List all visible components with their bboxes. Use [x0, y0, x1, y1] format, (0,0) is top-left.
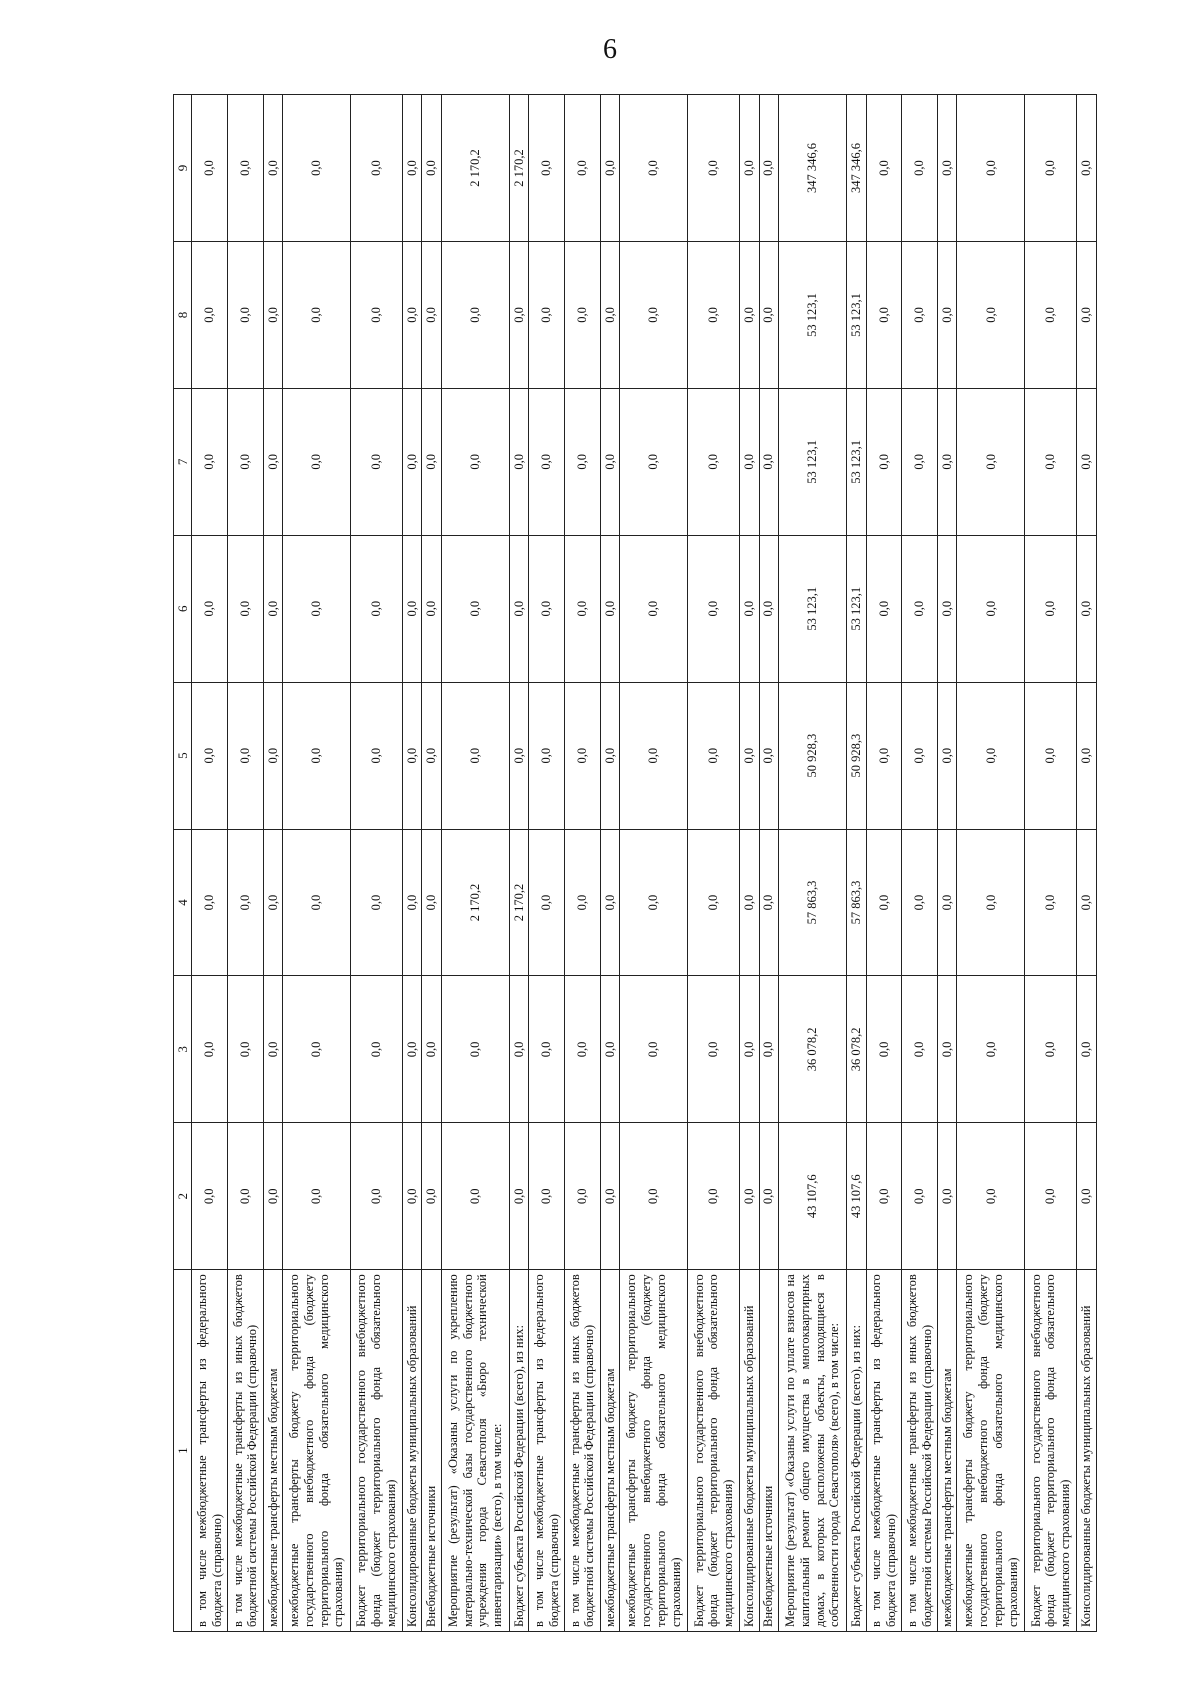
table-row — [441, 95, 509, 1632]
value-cell: 0,0 — [688, 829, 740, 976]
value-cell: 0,0 — [565, 829, 601, 976]
value-cell: 0,0 — [1025, 242, 1077, 389]
value-cell: 0,0 — [351, 682, 403, 829]
value-cell: 0,0 — [957, 682, 1025, 829]
table-row — [866, 95, 902, 1632]
value-cell: 0,0 — [529, 976, 565, 1123]
row-label: Бюджет территориального государственного внебюджетного фонда (бюджет территориального фонда обязательного медицинского страхования) — [351, 1270, 403, 1632]
value-cell: 0,0 — [192, 95, 228, 242]
value-cell: 57 863,3 — [779, 829, 847, 976]
table-row — [600, 95, 619, 1632]
value-cell: 0,0 — [759, 976, 778, 1123]
row-label: в том числе межбюджетные трансферты из иных бюджетов бюджетной системы Российской Федерации (справочно) — [565, 1270, 601, 1632]
value-cell: 0,0 — [192, 535, 228, 682]
table-row — [283, 95, 351, 1632]
value-cell: 0,0 — [620, 535, 688, 682]
value-cell: 36 078,2 — [847, 976, 866, 1123]
value-cell: 0,0 — [422, 535, 441, 682]
value-cell: 0,0 — [1025, 535, 1077, 682]
table-row — [1025, 95, 1077, 1632]
value-cell: 50 928,3 — [779, 682, 847, 829]
value-cell: 0,0 — [529, 388, 565, 535]
value-cell: 0,0 — [620, 388, 688, 535]
value-cell: 347 346,6 — [847, 95, 866, 242]
value-cell: 0,0 — [1077, 242, 1097, 389]
value-cell: 0,0 — [263, 535, 282, 682]
row-label: Мероприятие (результат) «Оказаны услуги по укреплению материально-технической базы государственного бюджетного учреждения города Севастополя «Бюро технической инвентаризации» (всего), в том числе: — [441, 1270, 509, 1632]
value-cell: 0,0 — [510, 1123, 529, 1270]
value-cell: 0,0 — [1025, 1123, 1077, 1270]
value-cell: 0,0 — [422, 1123, 441, 1270]
value-cell: 0,0 — [866, 1123, 902, 1270]
value-cell: 0,0 — [283, 95, 351, 242]
value-cell: 0,0 — [902, 95, 938, 242]
budget-table — [173, 94, 1097, 1632]
value-cell: 0,0 — [351, 829, 403, 976]
value-cell: 0,0 — [600, 388, 619, 535]
value-cell: 0,0 — [866, 95, 902, 242]
value-cell: 0,0 — [403, 535, 422, 682]
value-cell: 0,0 — [565, 535, 601, 682]
value-cell: 0,0 — [441, 682, 509, 829]
value-cell: 0,0 — [688, 682, 740, 829]
value-cell: 347 346,6 — [779, 95, 847, 242]
value-cell: 0,0 — [565, 976, 601, 1123]
value-cell: 0,0 — [620, 976, 688, 1123]
value-cell: 0,0 — [740, 242, 759, 389]
value-cell: 0,0 — [600, 976, 619, 1123]
value-cell: 0,0 — [902, 976, 938, 1123]
value-cell: 0,0 — [740, 682, 759, 829]
value-cell: 0,0 — [1077, 95, 1097, 242]
value-cell: 0,0 — [957, 976, 1025, 1123]
row-label: в том числе межбюджетные трансферты из иных бюджетов бюджетной системы Российской Федерации (справочно) — [227, 1270, 263, 1632]
value-cell: 0,0 — [351, 976, 403, 1123]
table-body — [192, 95, 1097, 1632]
value-cell: 50 928,3 — [847, 682, 866, 829]
value-cell: 0,0 — [192, 242, 228, 389]
table-row — [227, 95, 263, 1632]
value-cell: 0,0 — [529, 95, 565, 242]
row-label: Бюджет территориального государственного внебюджетного фонда (бюджет территориального фонда обязательного медицинского страхования) — [688, 1270, 740, 1632]
value-cell: 0,0 — [565, 682, 601, 829]
table-row — [688, 95, 740, 1632]
table-row — [620, 95, 688, 1632]
value-cell: 0,0 — [902, 535, 938, 682]
value-cell: 43 107,6 — [779, 1123, 847, 1270]
value-cell: 0,0 — [441, 242, 509, 389]
value-cell: 0,0 — [1077, 682, 1097, 829]
value-cell: 0,0 — [937, 829, 956, 976]
value-cell: 0,0 — [600, 682, 619, 829]
value-cell: 0,0 — [441, 976, 509, 1123]
row-label: межбюджетные трансферты местным бюджетам — [937, 1270, 956, 1632]
value-cell: 0,0 — [1025, 976, 1077, 1123]
value-cell: 0,0 — [620, 1123, 688, 1270]
value-cell: 0,0 — [1077, 388, 1097, 535]
value-cell: 0,0 — [957, 242, 1025, 389]
row-label: межбюджетные трансферты бюджету территориального государственного внебюджетного фонда (бюджету территориального фонда обязательного медицинского страхования) — [283, 1270, 351, 1632]
row-label: в том числе межбюджетные трансферты из иных бюджетов бюджетной системы Российской Федерации (справочно) — [902, 1270, 938, 1632]
value-cell: 0,0 — [902, 1123, 938, 1270]
value-cell: 43 107,6 — [847, 1123, 866, 1270]
value-cell: 0,0 — [1025, 95, 1077, 242]
value-cell: 0,0 — [529, 242, 565, 389]
value-cell: 0,0 — [529, 682, 565, 829]
value-cell: 0,0 — [740, 388, 759, 535]
value-cell: 0,0 — [529, 535, 565, 682]
value-cell: 0,0 — [759, 1123, 778, 1270]
table-row — [351, 95, 403, 1632]
value-cell: 0,0 — [529, 1123, 565, 1270]
value-cell: 0,0 — [227, 388, 263, 535]
value-cell: 0,0 — [565, 1123, 601, 1270]
value-cell: 2 170,2 — [441, 95, 509, 242]
value-cell: 0,0 — [510, 682, 529, 829]
value-cell: 0,0 — [263, 976, 282, 1123]
value-cell: 53 123,1 — [847, 242, 866, 389]
table-row — [510, 95, 529, 1632]
value-cell: 0,0 — [740, 1123, 759, 1270]
column-header: 1 — [174, 1270, 192, 1632]
value-cell: 0,0 — [422, 682, 441, 829]
table-row — [740, 95, 759, 1632]
row-label: Внебюджетные источники — [422, 1270, 441, 1632]
value-cell: 0,0 — [866, 242, 902, 389]
value-cell: 57 863,3 — [847, 829, 866, 976]
value-cell: 0,0 — [688, 242, 740, 389]
value-cell: 2 170,2 — [510, 829, 529, 976]
value-cell: 0,0 — [902, 829, 938, 976]
table-row — [263, 95, 282, 1632]
row-label: межбюджетные трансферты местным бюджетам — [600, 1270, 619, 1632]
value-cell: 0,0 — [351, 388, 403, 535]
value-cell: 0,0 — [740, 976, 759, 1123]
value-cell: 0,0 — [937, 976, 956, 1123]
table-row — [957, 95, 1025, 1632]
value-cell: 0,0 — [759, 682, 778, 829]
value-cell: 0,0 — [1025, 682, 1077, 829]
value-cell: 0,0 — [441, 388, 509, 535]
value-cell: 0,0 — [688, 976, 740, 1123]
table-row — [529, 95, 565, 1632]
value-cell: 0,0 — [422, 242, 441, 389]
value-cell: 0,0 — [529, 829, 565, 976]
value-cell: 0,0 — [510, 388, 529, 535]
value-cell: 0,0 — [957, 1123, 1025, 1270]
value-cell: 0,0 — [759, 242, 778, 389]
value-cell: 53 123,1 — [779, 535, 847, 682]
row-label: Консолидированные бюджеты муниципальных образований — [403, 1270, 422, 1632]
value-cell: 0,0 — [740, 829, 759, 976]
value-cell: 53 123,1 — [779, 388, 847, 535]
row-label: Консолидированные бюджеты муниципальных образований — [1077, 1270, 1097, 1632]
value-cell: 0,0 — [192, 388, 228, 535]
table-row — [1077, 95, 1097, 1632]
value-cell: 0,0 — [866, 682, 902, 829]
table-row — [403, 95, 422, 1632]
row-label: в том числе межбюджетные трансферты из федерального бюджета (справочно) — [529, 1270, 565, 1632]
value-cell: 0,0 — [1077, 976, 1097, 1123]
table-row — [847, 95, 866, 1632]
value-cell: 0,0 — [403, 829, 422, 976]
table-row — [759, 95, 778, 1632]
value-cell: 0,0 — [403, 95, 422, 242]
value-cell: 0,0 — [866, 535, 902, 682]
value-cell: 0,0 — [283, 535, 351, 682]
value-cell: 0,0 — [600, 829, 619, 976]
table-row — [192, 95, 228, 1632]
value-cell: 0,0 — [937, 535, 956, 682]
value-cell: 0,0 — [403, 976, 422, 1123]
value-cell: 0,0 — [351, 95, 403, 242]
value-cell: 0,0 — [866, 388, 902, 535]
column-header: 3 — [174, 976, 192, 1123]
value-cell: 0,0 — [957, 535, 1025, 682]
value-cell: 0,0 — [620, 829, 688, 976]
value-cell: 0,0 — [263, 242, 282, 389]
column-header: 5 — [174, 682, 192, 829]
value-cell: 0,0 — [1077, 829, 1097, 976]
value-cell: 0,0 — [283, 976, 351, 1123]
column-header: 6 — [174, 535, 192, 682]
value-cell: 0,0 — [227, 976, 263, 1123]
value-cell: 0,0 — [688, 388, 740, 535]
value-cell: 53 123,1 — [847, 388, 866, 535]
value-cell: 0,0 — [759, 829, 778, 976]
value-cell: 0,0 — [1025, 829, 1077, 976]
value-cell: 0,0 — [227, 682, 263, 829]
value-cell: 0,0 — [1025, 388, 1077, 535]
header-row — [174, 95, 192, 1632]
value-cell: 0,0 — [283, 682, 351, 829]
value-cell: 0,0 — [902, 388, 938, 535]
value-cell: 0,0 — [688, 95, 740, 242]
value-cell: 0,0 — [283, 1123, 351, 1270]
page-number: 6 — [603, 34, 617, 65]
value-cell: 0,0 — [740, 95, 759, 242]
value-cell: 0,0 — [351, 535, 403, 682]
value-cell: 0,0 — [263, 829, 282, 976]
value-cell: 0,0 — [937, 682, 956, 829]
value-cell: 0,0 — [351, 242, 403, 389]
value-cell: 0,0 — [1077, 1123, 1097, 1270]
value-cell: 0,0 — [620, 242, 688, 389]
row-label: Бюджет территориального государственного внебюджетного фонда (бюджет территориального фонда обязательного медицинского страхования) — [1025, 1270, 1077, 1632]
column-header: 8 — [174, 242, 192, 389]
value-cell: 0,0 — [937, 242, 956, 389]
table-row — [422, 95, 441, 1632]
value-cell: 0,0 — [759, 535, 778, 682]
value-cell: 0,0 — [227, 1123, 263, 1270]
value-cell: 0,0 — [740, 535, 759, 682]
value-cell: 0,0 — [957, 388, 1025, 535]
value-cell: 0,0 — [688, 1123, 740, 1270]
value-cell: 0,0 — [227, 242, 263, 389]
value-cell: 0,0 — [902, 682, 938, 829]
value-cell: 0,0 — [565, 95, 601, 242]
value-cell: 0,0 — [192, 1123, 228, 1270]
value-cell: 0,0 — [957, 95, 1025, 242]
value-cell: 0,0 — [192, 829, 228, 976]
value-cell: 0,0 — [283, 388, 351, 535]
value-cell: 0,0 — [403, 682, 422, 829]
value-cell: 0,0 — [620, 95, 688, 242]
row-label: Бюджет субъекта Российской Федерации (всего), из них: — [510, 1270, 529, 1632]
table-row — [779, 95, 847, 1632]
value-cell: 0,0 — [351, 1123, 403, 1270]
row-label: межбюджетные трансферты бюджету территориального государственного внебюджетного фонда (бюджету территориального фонда обязательного медицинского страхования) — [620, 1270, 688, 1632]
row-label: в том числе межбюджетные трансферты из федерального бюджета (справочно) — [866, 1270, 902, 1632]
value-cell: 0,0 — [759, 95, 778, 242]
value-cell: 0,0 — [759, 388, 778, 535]
value-cell: 0,0 — [1077, 535, 1097, 682]
value-cell: 0,0 — [937, 388, 956, 535]
value-cell: 0,0 — [600, 535, 619, 682]
value-cell: 0,0 — [957, 829, 1025, 976]
table-row — [902, 95, 938, 1632]
column-header: 9 — [174, 95, 192, 242]
column-header: 2 — [174, 1123, 192, 1270]
row-label: в том числе межбюджетные трансферты из федерального бюджета (справочно) — [192, 1270, 228, 1632]
value-cell: 0,0 — [283, 242, 351, 389]
value-cell: 0,0 — [620, 682, 688, 829]
value-cell: 0,0 — [227, 829, 263, 976]
value-cell: 2 170,2 — [441, 829, 509, 976]
value-cell: 0,0 — [441, 1123, 509, 1270]
value-cell: 0,0 — [510, 242, 529, 389]
row-label: Консолидированные бюджеты муниципальных образований — [740, 1270, 759, 1632]
value-cell: 0,0 — [227, 95, 263, 242]
value-cell: 0,0 — [403, 242, 422, 389]
value-cell: 0,0 — [866, 829, 902, 976]
value-cell: 0,0 — [263, 682, 282, 829]
value-cell: 0,0 — [937, 95, 956, 242]
value-cell: 0,0 — [422, 976, 441, 1123]
column-header: 4 — [174, 829, 192, 976]
value-cell: 0,0 — [510, 535, 529, 682]
value-cell: 0,0 — [192, 976, 228, 1123]
value-cell: 0,0 — [227, 535, 263, 682]
value-cell: 0,0 — [688, 535, 740, 682]
row-label: Бюджет субъекта Российской Федерации (всего), из них: — [847, 1270, 866, 1632]
table-row — [937, 95, 956, 1632]
row-label: Мероприятие (результат) «Оказаны услуги по уплате взносов на капитальный ремонт общего имущества в многоквартирных домах, в которых расположены объекты, находящиеся в собственности города Севастополя» (всего), в том числе: — [779, 1270, 847, 1632]
value-cell: 0,0 — [283, 829, 351, 976]
value-cell: 0,0 — [422, 388, 441, 535]
value-cell: 0,0 — [422, 829, 441, 976]
value-cell: 53 123,1 — [847, 535, 866, 682]
value-cell: 0,0 — [403, 388, 422, 535]
value-cell: 53 123,1 — [779, 242, 847, 389]
value-cell: 0,0 — [866, 976, 902, 1123]
value-cell: 0,0 — [937, 1123, 956, 1270]
value-cell: 36 078,2 — [779, 976, 847, 1123]
value-cell: 0,0 — [263, 1123, 282, 1270]
value-cell: 0,0 — [192, 682, 228, 829]
column-header: 7 — [174, 388, 192, 535]
value-cell: 0,0 — [403, 1123, 422, 1270]
value-cell: 0,0 — [422, 95, 441, 242]
value-cell: 0,0 — [600, 242, 619, 389]
table-row — [565, 95, 601, 1632]
value-cell: 0,0 — [565, 242, 601, 389]
value-cell: 0,0 — [263, 95, 282, 242]
value-cell: 0,0 — [565, 388, 601, 535]
table-container — [173, 94, 1097, 1632]
row-label: Внебюджетные источники — [759, 1270, 778, 1632]
value-cell: 0,0 — [263, 388, 282, 535]
value-cell: 0,0 — [600, 1123, 619, 1270]
row-label: межбюджетные трансферты бюджету территориального государственного внебюджетного фонда (бюджету территориального фонда обязательного медицинского страхования) — [957, 1270, 1025, 1632]
value-cell: 0,0 — [902, 242, 938, 389]
row-label: межбюджетные трансферты местным бюджетам — [263, 1270, 282, 1632]
value-cell: 2 170,2 — [510, 95, 529, 242]
value-cell: 0,0 — [510, 976, 529, 1123]
value-cell: 0,0 — [441, 535, 509, 682]
value-cell: 0,0 — [600, 95, 619, 242]
